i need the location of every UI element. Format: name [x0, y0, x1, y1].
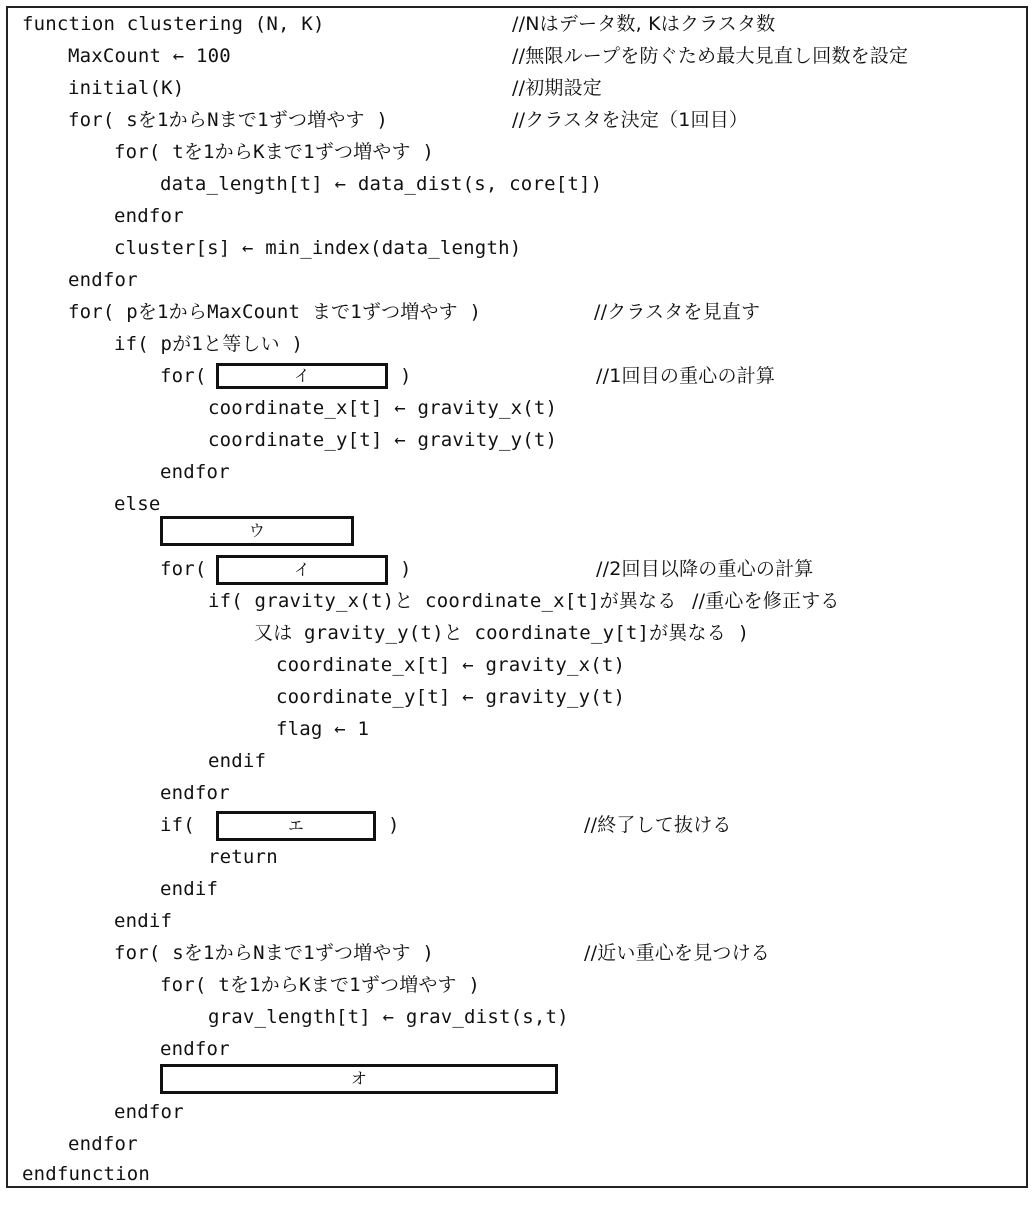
- code-endfor: endfor: [114, 1101, 184, 1123]
- code-or-gravity: 又は gravity_y(t)と coordinate_y[t]が異なる ): [254, 622, 750, 644]
- code-line-34: [0, 1063, 1036, 1095]
- code-line-36: [0, 1128, 1036, 1160]
- code-line-15: [0, 456, 1036, 488]
- blank-box-o[interactable]: [160, 1064, 558, 1094]
- code-if-prefix: if(: [160, 814, 195, 836]
- comment-line-1: //Nはデータ数, Kはクラスタ数: [512, 13, 776, 35]
- code-line-23: [0, 713, 1036, 745]
- blank-label-e: エ: [287, 816, 305, 835]
- blank-label-u: ウ: [248, 521, 266, 540]
- code-endif: endif: [160, 878, 219, 900]
- code-line-24: [0, 745, 1036, 777]
- code-if-p: if( pが1と等しい ): [114, 333, 304, 355]
- comment-line-12: //1回目の重心の計算: [596, 365, 776, 387]
- comment-line-3: //初期設定: [512, 77, 603, 99]
- code-coordinate-x: coordinate_x[t] ← gravity_x(t): [276, 654, 626, 676]
- blank-box-e[interactable]: [216, 811, 376, 841]
- code-function-header: function clustering (N, K): [22, 13, 325, 35]
- code-line-33: [0, 1033, 1036, 1065]
- code-coordinate-y: coordinate_y[t] ← gravity_y(t): [208, 429, 558, 451]
- code-line-26: [0, 809, 1036, 841]
- comment-line-18: //2回目以降の重心の計算: [596, 558, 814, 580]
- code-line-6: [0, 168, 1036, 200]
- code-else: else: [114, 493, 161, 515]
- code-line-3: [0, 72, 1036, 104]
- code-endfor: endfor: [68, 269, 138, 291]
- code-line-2: [0, 40, 1036, 72]
- code-maxcount: MaxCount ← 100: [68, 45, 231, 67]
- code-line-1: [0, 8, 1036, 40]
- code-for-prefix: for(: [160, 365, 207, 387]
- comment-line-2: //無限ループを防ぐため最大見直し回数を設定: [512, 45, 909, 67]
- code-coordinate-y: coordinate_y[t] ← gravity_y(t): [276, 686, 626, 708]
- code-for-suffix: ): [400, 558, 412, 580]
- code-for-t: for( tを1からKまで1ずつ増やす ): [114, 141, 435, 163]
- code-line-9: [0, 264, 1036, 296]
- code-flag: flag ← 1: [276, 718, 370, 740]
- code-line-31: [0, 969, 1036, 1001]
- comment-line-30: //近い重心を見つける: [584, 942, 771, 964]
- code-endfor: endfor: [114, 205, 184, 227]
- code-for-s: for( sを1からNまで1ずつ増やす ): [68, 109, 389, 131]
- blank-label-i-2: イ: [293, 560, 311, 579]
- code-endfor: endfor: [160, 782, 230, 804]
- blank-box-u[interactable]: [160, 516, 354, 546]
- code-line-13: [0, 392, 1036, 424]
- blank-box-i-2[interactable]: [216, 555, 388, 585]
- code-line-21: [0, 649, 1036, 681]
- code-line-18: [0, 553, 1036, 585]
- code-coordinate-x: coordinate_x[t] ← gravity_x(t): [208, 397, 558, 419]
- code-return: return: [208, 846, 278, 868]
- comment-line-4: //クラスタを決定（1回目）: [512, 109, 749, 131]
- code-line-22: [0, 681, 1036, 713]
- code-line-8: [0, 232, 1036, 264]
- code-line-28: [0, 873, 1036, 905]
- code-if-gravity: if( gravity_x(t)と coordinate_x[t]が異なる: [208, 590, 677, 612]
- comment-line-10: //クラスタを見直す: [594, 301, 761, 323]
- code-endfor: endfor: [160, 461, 230, 483]
- code-for-prefix: for(: [160, 558, 207, 580]
- blank-label-i: イ: [293, 366, 311, 385]
- comment-line-19: //重心を修正する: [692, 590, 840, 612]
- code-endif: endif: [114, 910, 173, 932]
- blank-box-i[interactable]: [216, 363, 388, 389]
- code-line-30: [0, 937, 1036, 969]
- code-line-17: [0, 514, 1036, 546]
- code-line-12: [0, 360, 1036, 392]
- code-line-32: [0, 1001, 1036, 1033]
- code-line-10: [0, 296, 1036, 328]
- code-line-14: [0, 424, 1036, 456]
- code-for-s: for( sを1からNまで1ずつ増やす ): [114, 942, 435, 964]
- blank-label-o: オ: [350, 1069, 368, 1088]
- code-line-11: [0, 328, 1036, 360]
- code-grav-length: grav_length[t] ← grav_dist(s,t): [208, 1006, 569, 1028]
- comment-line-26: //終了して抜ける: [584, 814, 732, 836]
- code-line-5: [0, 136, 1036, 168]
- code-line-35: [0, 1096, 1036, 1128]
- code-endif: endif: [208, 750, 267, 772]
- code-cluster-assign: cluster[s] ← min_index(data_length): [114, 237, 522, 259]
- code-line-25: [0, 777, 1036, 809]
- code-line-29: [0, 905, 1036, 937]
- code-for-suffix: ): [400, 365, 412, 387]
- code-if-suffix: ): [388, 814, 400, 836]
- code-for-p: for( pを1からMaxCount まで1ずつ増やす ): [68, 301, 482, 323]
- code-line-20: [0, 617, 1036, 649]
- code-line-27: [0, 841, 1036, 873]
- code-endfunction: endfunction: [22, 1163, 151, 1185]
- code-line-4: [0, 104, 1036, 136]
- code-initial: initial(K): [68, 77, 185, 99]
- code-data-length: data_length[t] ← data_dist(s, core[t]): [160, 173, 603, 195]
- code-endfor: endfor: [160, 1038, 230, 1060]
- code-line-19: [0, 585, 1036, 617]
- code-for-t: for( tを1からKまで1ずつ増やす ): [160, 974, 481, 996]
- code-endfor: endfor: [68, 1133, 138, 1155]
- code-line-7: [0, 200, 1036, 232]
- code-line-37: [0, 1158, 1036, 1190]
